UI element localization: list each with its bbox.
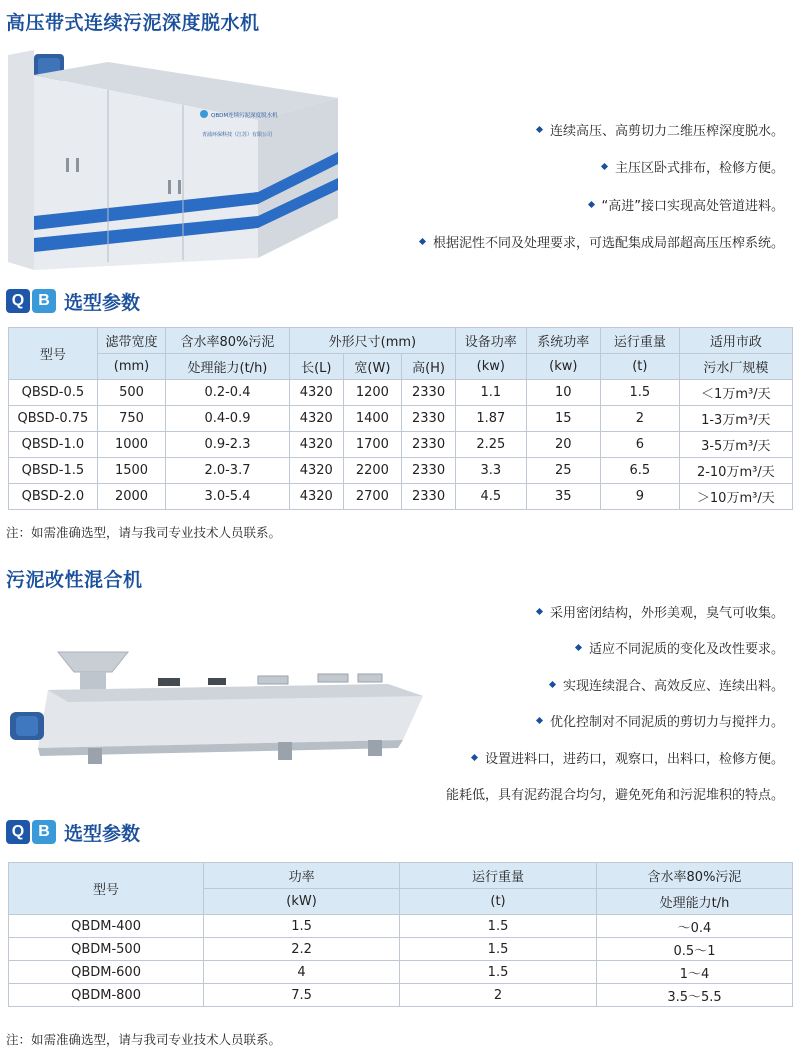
table-cell: 1～4 — [596, 961, 792, 984]
diamond-bullet-icon — [549, 681, 556, 688]
feature-item: 主压区卧式排布，检修方便。 — [602, 157, 784, 176]
table-row — [9, 984, 793, 1007]
section2-note: 注：如需准确选型，请与我司专业技术人员联系。 — [6, 1032, 282, 1047]
section1-feature-list — [344, 120, 784, 260]
table-cell: 1000 — [97, 432, 165, 458]
feature-item: 实现连续混合、高效反应、连续出料。 — [550, 675, 784, 694]
svg-text:QBDM连续污泥深度脱水机: QBDM连续污泥深度脱水机 — [211, 113, 278, 119]
table-cell: 0.4-0.9 — [166, 406, 290, 432]
table-cell: 2.25 — [456, 432, 526, 458]
closing-line: 能耗低，具有泥药混合均匀，避免死角和污泥堆积的特点。 — [445, 788, 784, 803]
table-cell: QBSD-1.5 — [9, 458, 98, 484]
section1-spec-table: 型号 滤带宽度 含水率80%污泥 外形尺寸(mm) 设备功率 系统功率 运行重量 适用市政 (mm) 处理能力(t/h) 长(L) 宽(W) 高(H) (kw) (kw) (t) 污水厂规模 QBSD-0.5 500 0.2-0.4 4320 1200 2330 1.1 10 1.5 ＜1万m³/天 QBSD-0.75 750 0.4-0.9 4320 1400 2330 1.87 15 2 1-3万m³/天 QBSD-1.0 1000 0.9-2.3 4320 1700 2330 2.25 20 6 3-5万m³/天 QBSD-1.5 1500 2.0-3.7 4320 2200 2330 3.3 25 6.5 2-10万m³/天 QBSD-2.0 2000 3.0-5.4 4320 2700 2330 4.5 35 9 ＞10万m³/天 — [8, 327, 793, 510]
table-row — [9, 380, 793, 406]
table-cell: 2.0-3.7 — [166, 458, 290, 484]
table-cell: 4320 — [289, 380, 343, 406]
table-cell: 4320 — [289, 432, 343, 458]
diamond-bullet-icon — [587, 201, 594, 208]
table-cell: QBDM-800 — [9, 984, 204, 1007]
feature-item: 适应不同泥质的变化及改性要求。 — [576, 638, 784, 657]
table-cell: 2200 — [343, 458, 401, 484]
table-row — [9, 915, 793, 938]
table-cell: QBSD-2.0 — [9, 484, 98, 510]
section1-table-heading: Q B 选型参数 — [6, 286, 140, 316]
table-cell: 4.5 — [456, 484, 526, 510]
table-cell: 0.9-2.3 — [166, 432, 290, 458]
section1-note: 注：如需准确选型，请与我司专业技术人员联系。 — [6, 525, 282, 540]
diamond-bullet-icon — [471, 754, 478, 761]
table-cell: 4320 — [289, 458, 343, 484]
table-cell: 1-3万m³/天 — [679, 406, 792, 432]
section1-title: 高压带式连续污泥深度脱水机 — [6, 12, 260, 34]
table-cell: 0.2-0.4 — [166, 380, 290, 406]
table-cell: ＞10万m³/天 — [679, 484, 792, 510]
table-row — [9, 484, 793, 510]
table-row — [9, 432, 793, 458]
table-cell: 3.0-5.4 — [166, 484, 290, 510]
table-cell: QBSD-1.0 — [9, 432, 98, 458]
feature-item: 优化控制对不同泥质的剪切力与搅拌力。 — [537, 711, 784, 730]
table-cell: QBDM-400 — [9, 915, 204, 938]
table-row — [9, 961, 793, 984]
feature-item: “高进”接口实现高处管道进料。 — [589, 195, 784, 214]
diamond-bullet-icon — [601, 163, 608, 170]
table-cell: 7.5 — [204, 984, 400, 1007]
table-cell: 4320 — [289, 484, 343, 510]
table-row — [9, 406, 793, 432]
table-cell: ＜1万m³/天 — [679, 380, 792, 406]
table-cell: 4320 — [289, 406, 343, 432]
table-cell: 1.5 — [400, 961, 597, 984]
table-cell: 4 — [204, 961, 400, 984]
table-cell: 1.5 — [400, 938, 597, 961]
table-cell: 1200 — [343, 380, 401, 406]
table-cell: 1400 — [343, 406, 401, 432]
table-cell: QBSD-0.5 — [9, 380, 98, 406]
table-cell: 500 — [97, 380, 165, 406]
table-cell: 2700 — [343, 484, 401, 510]
table-cell: 3-5万m³/天 — [679, 432, 792, 458]
table-cell: QBDM-500 — [9, 938, 204, 961]
table-row — [9, 938, 793, 961]
table-cell: 1.5 — [204, 915, 400, 938]
table-cell: 2330 — [402, 380, 456, 406]
table-cell: 2-10万m³/天 — [679, 458, 792, 484]
table-cell: 2 — [400, 984, 597, 1007]
dewatering-machine-image — [8, 40, 338, 272]
b-logo-icon: B — [32, 820, 56, 844]
table-cell: 2330 — [402, 432, 456, 458]
table-cell: 9 — [601, 484, 680, 510]
table-row — [9, 458, 793, 484]
table-cell: 0.5～1 — [596, 938, 792, 961]
table-cell: 2000 — [97, 484, 165, 510]
table-cell: 1.87 — [456, 406, 526, 432]
diamond-bullet-icon — [536, 126, 543, 133]
table-cell: 2330 — [402, 458, 456, 484]
table-cell: 6.5 — [601, 458, 680, 484]
table-cell: 2.2 — [204, 938, 400, 961]
svg-text:青浦环保科技（江苏）有限公司: 青浦环保科技（江苏）有限公司 — [202, 132, 273, 138]
table-cell: 1.1 — [456, 380, 526, 406]
table-cell: 35 — [526, 484, 601, 510]
table-cell: 15 — [526, 406, 601, 432]
table-cell: ～0.4 — [596, 915, 792, 938]
b-logo-icon: B — [32, 289, 56, 313]
table-cell: 1700 — [343, 432, 401, 458]
diamond-bullet-icon — [536, 717, 543, 724]
header-dimensions: 外形尺寸(mm) — [289, 328, 455, 354]
table-cell: 1.5 — [400, 915, 597, 938]
table-cell: 2330 — [402, 406, 456, 432]
feature-item: 根据泥性不同及处理要求，可选配集成局部超高压压榨系统。 — [420, 232, 784, 251]
table-cell: 750 — [97, 406, 165, 432]
table-cell: 3.3 — [456, 458, 526, 484]
table-cell: QBSD-0.75 — [9, 406, 98, 432]
section2-table-heading: Q B 选型参数 — [6, 817, 140, 847]
header-model: 型号 — [9, 328, 98, 380]
diamond-bullet-icon — [536, 608, 543, 615]
table-cell: 2330 — [402, 484, 456, 510]
feature-item: 连续高压、高剪切力二维压榨深度脱水。 — [537, 120, 784, 139]
q-logo-icon: Q — [6, 289, 30, 313]
q-logo-icon: Q — [6, 820, 30, 844]
section2-spec-table: 型号 功率 运行重量 含水率80%污泥 (kW) (t) 处理能力t/h QBDM-400 1.5 1.5 ～0.4 QBDM-500 2.2 1.5 0.5～1 QBDM-600 4 1.5 1～4 QBDM-800 7.5 2 3.5～5.5 — [8, 862, 793, 1007]
table-cell: QBDM-600 — [9, 961, 204, 984]
feature-item: 采用密闭结构，外形美观，臭气可收集。 — [537, 602, 784, 621]
table-cell: 20 — [526, 432, 601, 458]
table-cell: 3.5～5.5 — [596, 984, 792, 1007]
section2-title: 污泥改性混合机 — [6, 569, 143, 591]
feature-item: 设置进料口，进药口，观察口，出料口，检修方便。 — [472, 748, 784, 767]
table-cell: 25 — [526, 458, 601, 484]
table-cell: 1.5 — [601, 380, 680, 406]
diamond-bullet-icon — [419, 238, 426, 245]
diamond-bullet-icon — [575, 644, 582, 651]
header-model: 型号 — [9, 863, 204, 915]
table-cell: 1500 — [97, 458, 165, 484]
section2-feature-list — [344, 602, 784, 802]
table-cell: 6 — [601, 432, 680, 458]
table-cell: 2 — [601, 406, 680, 432]
table-cell: 10 — [526, 380, 601, 406]
